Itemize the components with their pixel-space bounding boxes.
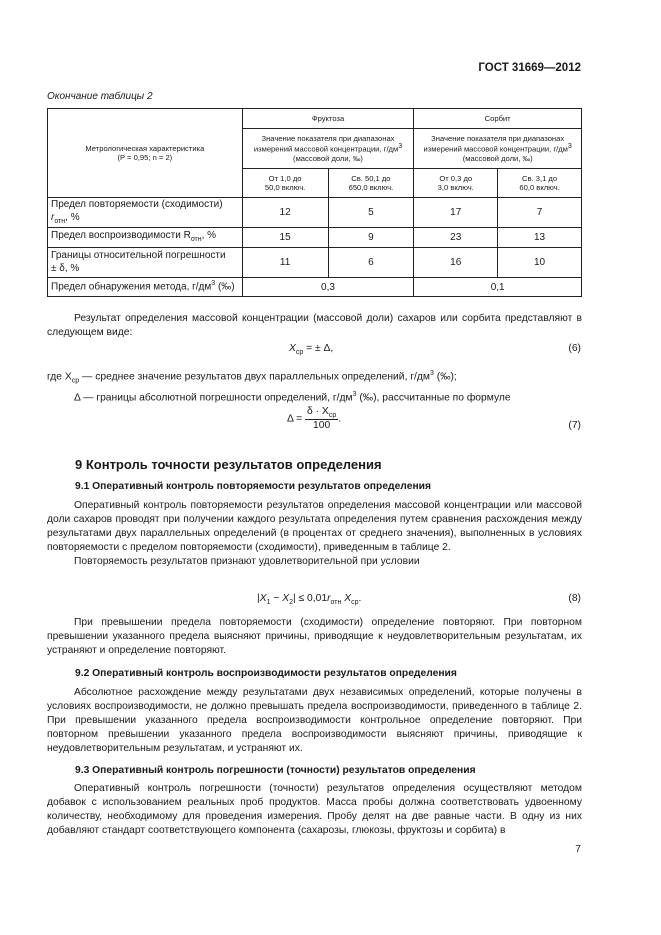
row-label-text: Предел повторяемости (сходимости) [51,199,223,210]
where-text: (‰); [433,371,457,383]
range-desc-unit-alt: (массовой доли, ‰) [462,153,533,163]
row-label-sub: отн [54,217,66,225]
table-cell: 7 [498,198,582,228]
range-desc-text: Значение показателя при диапазонах измерений массовой концентрации, [423,134,565,154]
row-label-unit: , % [201,230,217,242]
metrology-header: Метрологическая характеристика [85,144,205,153]
paragraph-text: Оперативный контроль погрешности (точности) результатов определения осуществляют методом добавок с использованием реальных проб продуктов. Масса пробы должна соответствовать удвоенному количеству, необходимому для проведения измерения. Пробу делят на две равные части. В одну из них добавляют стандарт соответствующего компонента (сахарозы, глюкозы, фруктозы и сорбита) в [47,783,582,836]
fraction-numerator: δ · X [307,406,329,417]
range-fructose-2 [328,169,414,198]
row-label [48,228,243,248]
range-sorbitol-1 [414,169,498,198]
metrology-subheader: (P = 0,95; n = 2) [117,153,173,162]
subsection-heading: 9.2 Оперативный контроль воспроизводимости результатов определения [75,668,457,679]
range-text: 3,0 включ. [437,183,474,192]
paragraph-text: Повторяемость результатов признают удовлетворительной при условии [74,556,420,567]
range-text: 50,0 включ. [264,183,306,192]
metrology-table [47,108,582,297]
sorbitol-range-desc: Значение показателя при диапазонах измерений массовой концентрации, $г/дм^3$ (массовой доли, ‰) [414,129,582,169]
paragraph [47,686,582,756]
range-sorbitol-2 [498,169,582,198]
table-cell: 16 [414,248,498,278]
where-text: Δ — границы абсолютной погрешности определений, г/дм [74,392,353,404]
paragraph [47,616,582,658]
section-heading: 9 Контроль точности результатов определения [75,457,382,472]
table-cell: 11 [242,248,328,278]
table-cell: 0,1 [414,278,582,297]
paragraph [47,312,582,340]
table-row [48,228,582,248]
row-label-symbol: r [51,211,55,223]
paragraph [47,782,582,838]
table-cell: 15 [242,228,328,248]
table-row [48,248,582,278]
table-cell: 10 [498,248,582,278]
formula-number: (6) [568,343,581,354]
formula-8: $|X_1 - X_2| \le 0,01r_{отн}$ $X_{ср}$. [257,593,362,607]
subsection-heading: 9.3 Оперативный контроль погрешности (точности) результатов определения [75,765,476,776]
metrology-header-cell [48,109,243,198]
table-cell: 13 [498,228,582,248]
formula-number: (7) [568,420,581,431]
formula-7: Δ = $\frac{\delta \cdot X_{ср}}{100}$ . [287,406,342,432]
table-cell: 5 [328,198,414,228]
page-number: 7 [575,844,581,855]
fraction-denominator: 100 [313,420,331,432]
table-cell: 17 [414,198,498,228]
row-label-text: Границы относительной погрешности [51,250,226,262]
where-sub: ср [71,377,80,385]
range-text: От 1,0 до [268,174,302,183]
where-text: где X [47,371,72,383]
where-text: — среднее значение результатов двух параллельных определений, г/дм [79,371,430,383]
fructose-range-desc: Значение показателя при диапазонах измерений массовой концентрации, $г/дм^3$ (массовой доли, ‰) [242,129,414,169]
range-text: От 0,3 до [439,174,473,183]
range-fructose-1 [242,169,328,198]
row-label-text: Предел воспроизводимости R [51,230,191,242]
range-text: Св. 50,1 до [351,174,391,183]
subsection-heading: 9.1 Оперативный контроль повторяемости результатов определения [75,481,431,492]
row-label-unit: (‰) [215,281,235,293]
range-desc-unit-alt: (массовой доли, ‰) [293,153,363,163]
table-cell: 0,3 [242,278,414,297]
paragraph-text: Результат определения массовой концентрации (массовой доли) сахаров или сорбита представляют в следующем виде: [47,313,582,338]
paragraph-text: При превышении предела повторяемости (сходимости) определение повторяют. При повторном превышении указанного предела выясняют причины, приводящие к неудовлетворительным результатам, их устраняют и определение повторяют. [47,617,582,656]
range-text: 650,0 включ. [348,183,394,192]
row-label-unit: , % [65,211,80,223]
where-clause [47,367,582,406]
paragraph-text: Оперативный контроль повторяемости результатов определения массовой концентрации или массовой доли сахаров проводят при получении каждого результата определения путем сравнения расхождения между результатами двух параллельных определений (в процентах от среднего значения), выполненных в условиях повторяемости с пределом повторяемости (сходимости), приведенным в таблице 2. [47,500,582,553]
table-cell: 9 [328,228,414,248]
fraction-sub: ср [328,412,337,420]
where-line-1: где $X_{ср}$ — среднее значение результатов двух параллельных определений, $г/дм^3$ (‰); [47,370,457,385]
range-desc-unit: г/дм [553,144,568,154]
row-label [48,248,243,278]
formula-number: (8) [568,593,581,604]
row-label-unit: ± δ, % [51,262,80,274]
where-text: (‰), рассчитанные по формуле [356,392,511,404]
fructose-header: Фруктоза [242,109,414,129]
table-row [48,198,582,228]
row-label: Предел обнаружения метода, $г/дм^3$ (‰) [48,278,243,297]
range-desc-unit: г/дм [383,144,399,154]
table-cell: 23 [414,228,498,248]
paragraph-text: Абсолютное расхождение между результатами двух независимых определений, которые получены в условиях воспроизводимости, не должно превышать предела воспроизводимости, приведенного в таблице 2. При превышении указанного предела воспроизводимости контрольное определение повторяют. При повторном превышении указанного предела воспроизводимости выясняют причины, приводящие к неудовлетворительным результатам, и устраняют их. [47,687,582,754]
table-caption: Окончание таблицы 2 [47,91,153,102]
sorbitol-header: Сорбит [414,109,582,129]
row-label [48,198,243,228]
table-cell: 6 [328,248,414,278]
table-row [48,278,582,297]
row-label-text: Предел обнаружения метода, г/дм [51,281,212,293]
range-text: 60,0 включ. [519,183,560,192]
row-label-sub: отн [190,236,202,244]
standard-code: ГОСТ 31669—2012 [478,62,581,74]
range-text: Св. 3,1 до [522,174,558,183]
where-line-2: Δ — границы абсолютной погрешности определений, $г/дм^3$ (‰), рассчитанные по формуле [74,391,511,404]
range-desc-text: Значение показателя при диапазонах измерений массовой концентрации, [253,134,395,154]
formula-6: $X_{ср}$ = ± Δ, [289,343,334,357]
fraction [305,406,338,431]
table-cell: 12 [242,198,328,228]
paragraph [47,499,582,569]
